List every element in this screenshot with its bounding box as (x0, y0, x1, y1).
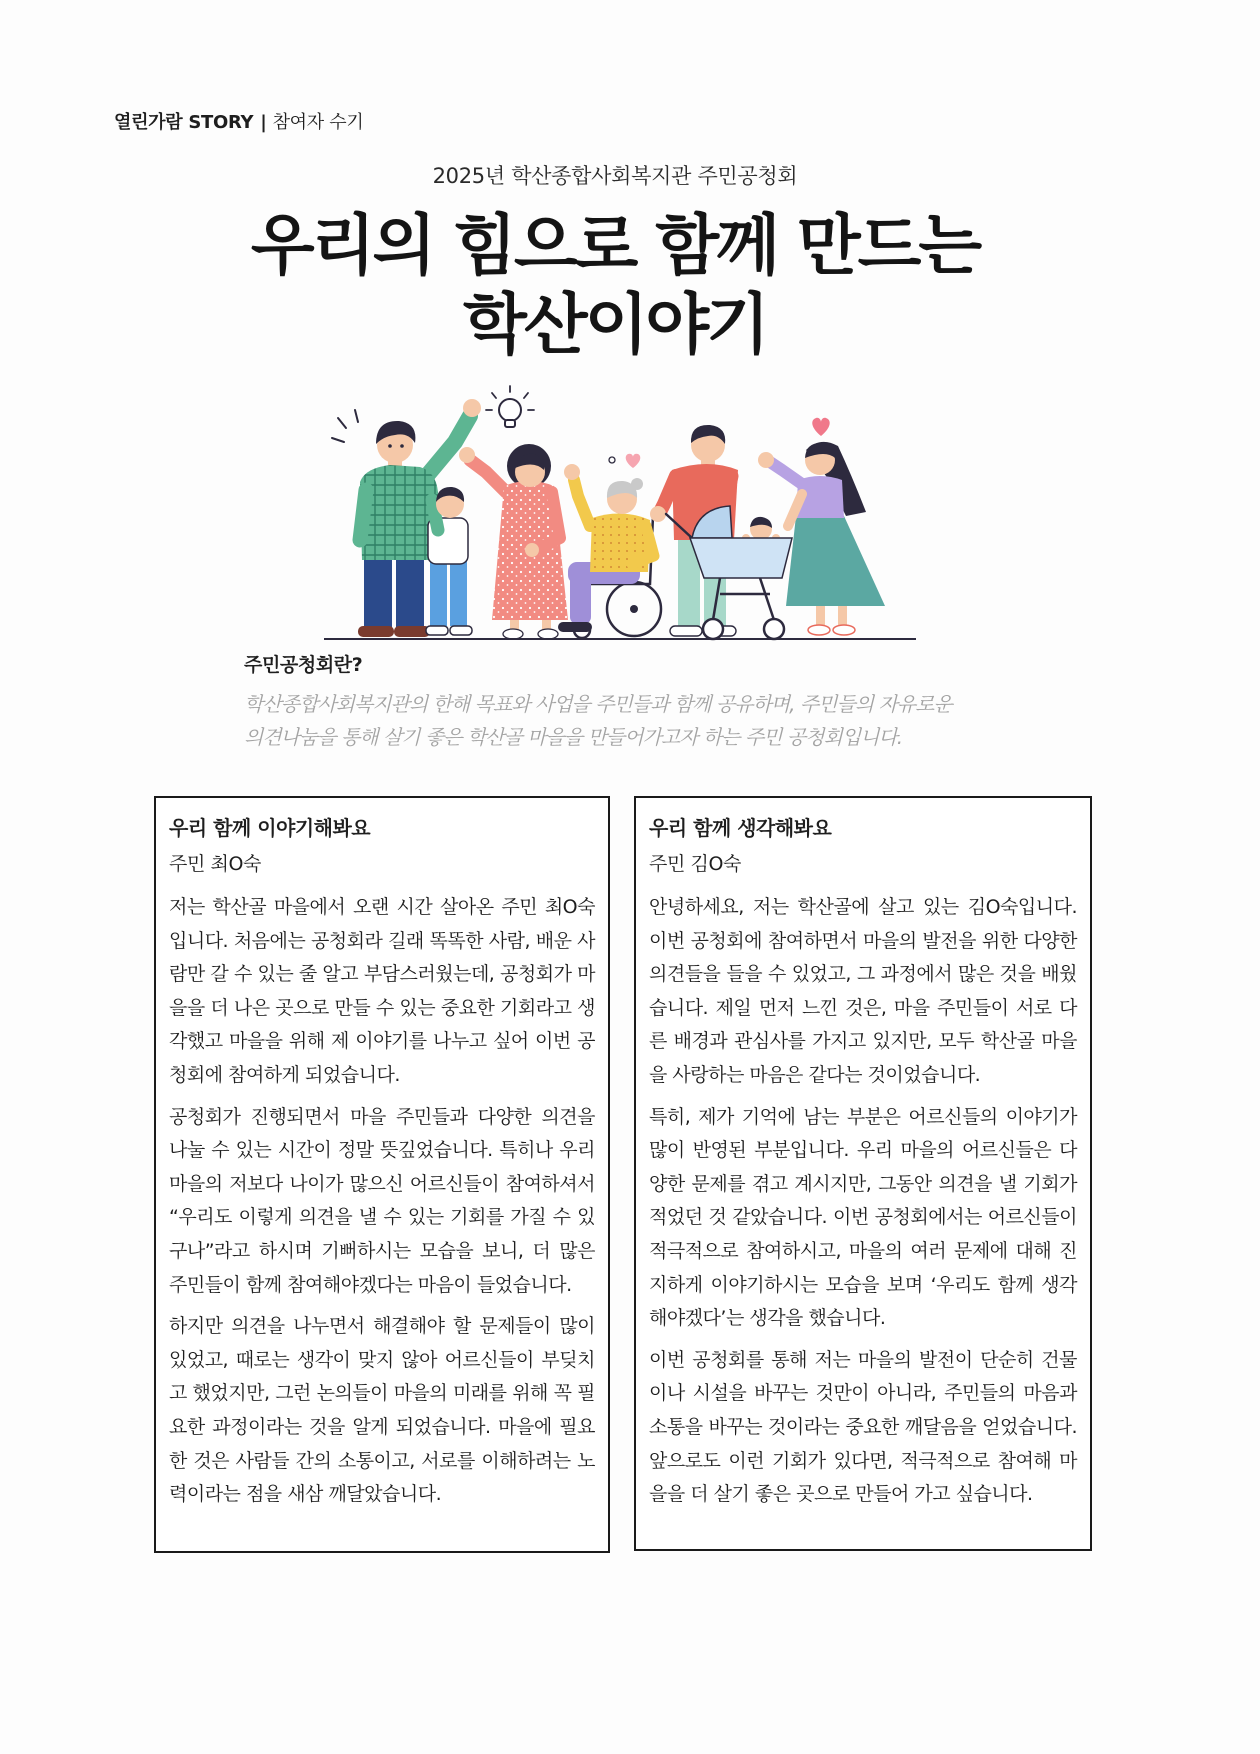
story-title: 우리 함께 생각해봐요 (649, 816, 832, 840)
intro-text-line: 학산종합사회복지관의 한해 목표와 사업을 주민들과 함께 공유하며, 주민들의 자유로운 (244, 692, 952, 716)
heart-icon (626, 454, 641, 468)
figure-boy (426, 487, 472, 635)
community-illustration (320, 380, 920, 650)
section-header (114, 111, 363, 135)
page-title (0, 206, 1230, 364)
story-author: 주민 최O숙 (169, 853, 262, 875)
story-box-right (634, 796, 1092, 1551)
intro-text-line: 의견나눔을 통해 살기 좋은 학산골 마을을 만들어가고자 하는 주민 공청회입니다. (244, 725, 903, 749)
intro-heading: 주민공청회란? (244, 654, 363, 676)
header-separator: | (260, 112, 267, 133)
story-title: 우리 함께 이야기해봐요 (169, 816, 371, 840)
story-paragraph: 저는 학산골 마을에서 오랜 시간 살아온 주민 최O숙입니다. 처음에는 공청회라 길래 똑똑한 사람, 배운 사람만 갈 수 있는 줄 알고 부담스러웠는데, 공청회가 마을을 더 나은 곳으로 만들 수 있는 중요한 기회라고 생각했고 마을을 위해 제 이야기를 나누고 싶어 이번 공청회에 참여하게 되었습니다. (169, 896, 595, 1086)
sparkle-icon (609, 457, 615, 463)
story-paragraph: 특히, 제가 기억에 남는 부분은 어르신들의 이야기가 많이 반영된 부분입니다. 우리 마을의 어르신들은 다양한 문제를 겪고 계시지만, 그동안 의견을 낼 기회가 적었던 것 같았습니다. 이번 공청회에서는 어르신들이 적극적으로 참여하시고, 마을의 여러 문제에 대해 진지하게 이야기하시는 모습을 보며 ‘우리도 함께 생각해야겠다’는 생각을 했습니다. (649, 1105, 1077, 1330)
intro-section (244, 652, 1044, 754)
story-body (649, 891, 1077, 1512)
story-author: 주민 김O숙 (649, 853, 742, 875)
page-title-line: 우리의 힘으로 함께 만드는 (250, 207, 980, 284)
section-label: 참여자 수기 (272, 112, 364, 133)
magazine-brand: 열린가람 STORY (114, 112, 254, 133)
story-paragraph: 공청회가 진행되면서 마을 주민들과 다양한 의견을 나눌 수 있는 시간이 정말 뜻깊었습니다. 특히나 우리 마을의 저보다 나이가 많으신 어르신들이 참여하셔서 “우리도 이렇게 의견을 낼 수 있는 기회를 가질 수 있구나”라고 하시며 기뻐하시는 모습을 보니, 더 많은 주민들이 함께 참여해야겠다는 마음이 들었습니다. (169, 1105, 595, 1296)
story-paragraph: 이번 공청회를 통해 저는 마을의 발전이 단순히 건물이나 시설을 바꾸는 것만이 아니라, 주민들의 마음과 소통을 바꾸는 것이라는 중요한 깨달음을 얻었습니다. 앞으로도 이런 기회가 있다면, 적극적으로 참여해 마을을 더 살기 좋은 곳으로 만들어 가고 싶습니다. (649, 1348, 1077, 1506)
story-paragraph: 안녕하세요, 저는 학산골에 살고 있는 김O숙입니다. 이번 공청회에 참여하면서 마을의 발전을 위한 다양한 의견들을 들을 수 있었고, 그 과정에서 많은 것을 배웠습니다. 제일 먼저 느낀 것은, 마을 주민들이 서로 다른 배경과 관심사를 가지고 있지만, 모두 학산골 마을을 사랑하는 마음은 같다는 것이었습니다. (649, 896, 1077, 1086)
lightbulb-icon (486, 386, 534, 427)
page-title-line: 학산이야기 (463, 286, 767, 363)
story-body (169, 891, 595, 1512)
story-paragraph: 하지만 의견을 나누면서 해결해야 할 문제들이 많이 있었고, 때로는 생각이 맞지 않아 어르신들이 부딪치고 했었지만, 그런 논의들이 마을의 미래를 위해 꼭 필요한 과정이라는 것을 알게 되었습니다. 마을에 필요한 것은 사람들 간의 소통이고, 서로를 이해하려는 노력이라는 점을 새삼 깨달았습니다. (169, 1315, 595, 1506)
figure-woman-pink (459, 444, 568, 639)
story-box-left (154, 796, 610, 1553)
figure-grandmother-wheelchair (558, 464, 662, 638)
page-subtitle: 2025년 학산종합사회복지관 주민공청회 (432, 164, 798, 188)
heart-icon (812, 418, 829, 436)
